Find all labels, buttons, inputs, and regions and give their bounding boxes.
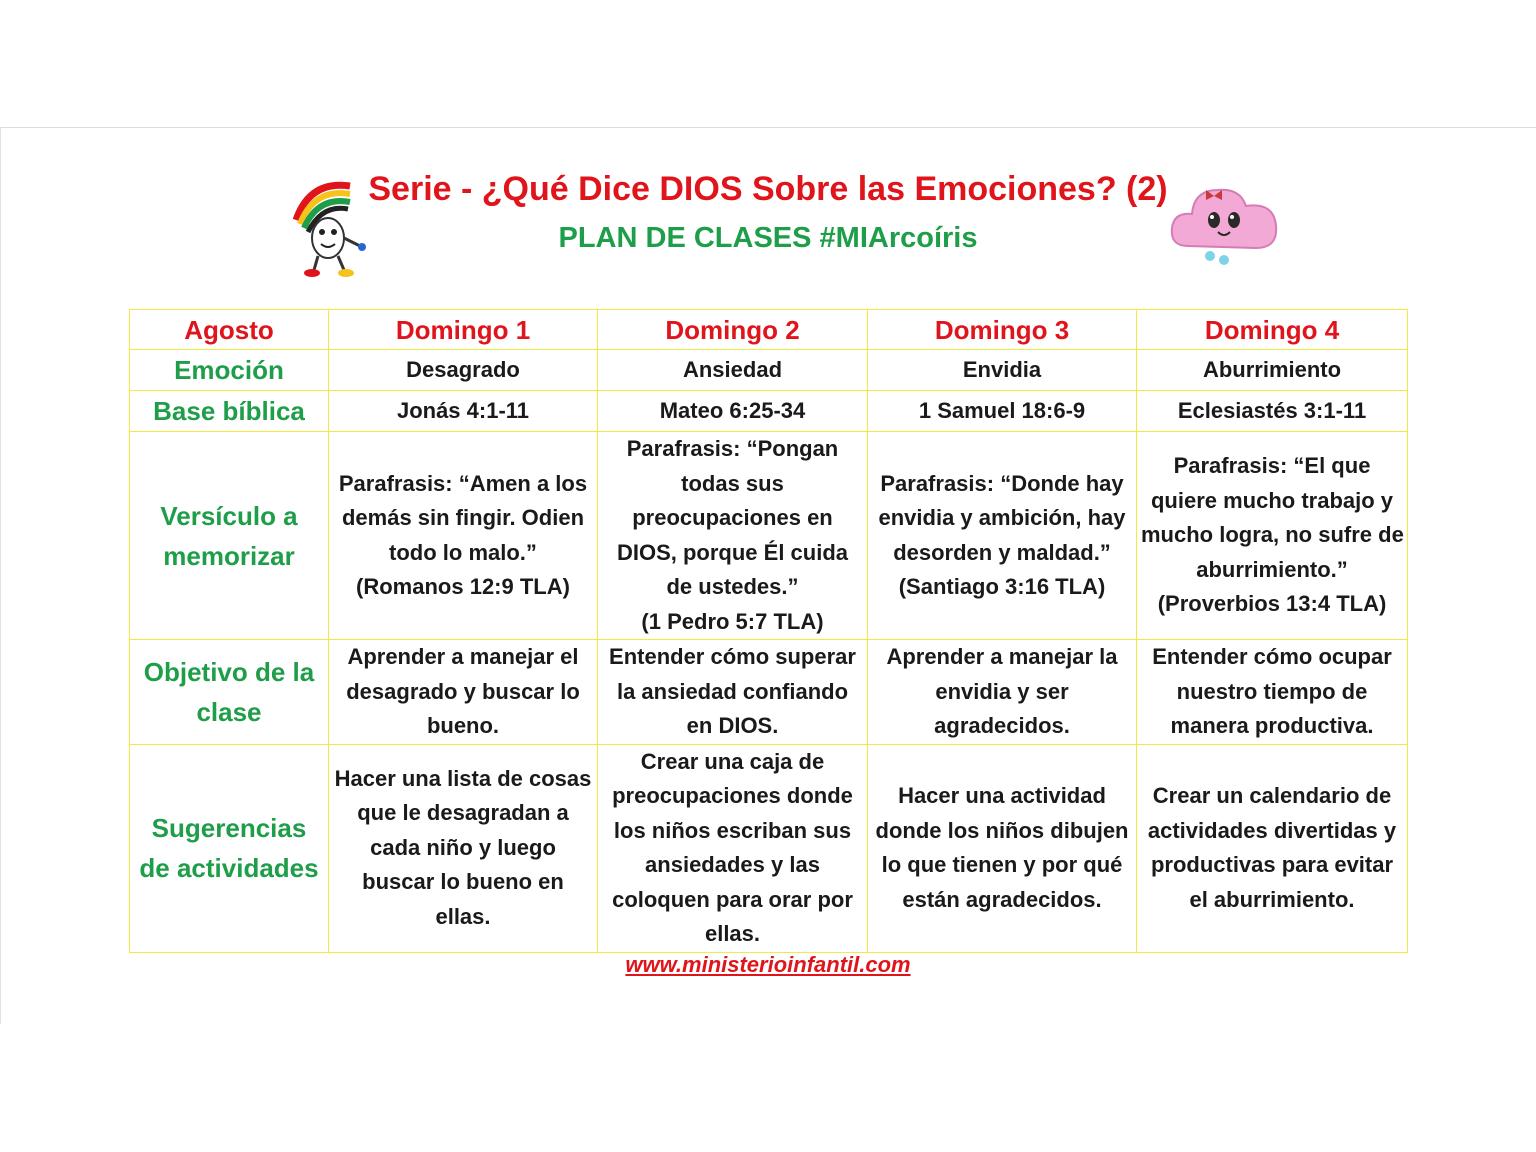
label-line: memorizar [163, 540, 295, 571]
cell-line: Hacer una lista de cosas [334, 765, 592, 791]
table-row-base-biblica [130, 391, 1408, 432]
cell-line: Parafrasis: “Pongan [626, 436, 839, 461]
cell-line: mucho logra, no sufre de [1141, 522, 1404, 548]
table-cell [868, 744, 1137, 952]
row-label-emocion: Emoción [130, 350, 329, 391]
table-cell: Jonás 4:1-11 [329, 391, 598, 432]
cell-line: Crear un calendario de [1152, 783, 1392, 808]
cell-line: la ansiedad confiando [616, 678, 849, 704]
cell-line: DIOS, porque Él cuida [616, 539, 849, 565]
cell-line: donde los niños dibujen [875, 817, 1129, 843]
cell-line: (Romanos 12:9 TLA) [356, 574, 570, 599]
table-cell [1137, 432, 1408, 640]
table-cell [868, 432, 1137, 640]
cell-line: todo lo malo.” [389, 539, 537, 565]
label-line: Objetivo de la [143, 656, 315, 687]
cell-line: ellas. [704, 921, 761, 946]
table-cell: Ansiedad [598, 350, 868, 391]
cell-line: desagrado y buscar lo [346, 678, 580, 704]
cell-line: Aprender a manejar la [886, 644, 1118, 669]
cell-line: (1 Pedro 5:7 TLA) [641, 608, 824, 634]
header-cell-domingo-1: Domingo 1 [329, 310, 598, 350]
cell-line: ellas. [435, 903, 491, 929]
table-row-sugerencias [130, 744, 1408, 952]
cell-line: Entender cómo ocupar [1152, 644, 1392, 669]
cell-line: Parafrasis: “Amen a los [338, 470, 588, 496]
table-cell [329, 640, 598, 745]
table-row-emocion [130, 350, 1408, 391]
cell-line: Crear una caja de [640, 748, 825, 774]
header-cell-domingo-2: Domingo 2 [598, 310, 868, 350]
page-title: Serie - ¿Qué Dice DIOS Sobre las Emociones? (2) [368, 170, 1168, 208]
table-cell: Desagrado [329, 350, 598, 391]
cell-line: Aprender a manejar el [347, 644, 579, 669]
cell-line: cada niño y luego [370, 834, 556, 860]
cell-line: envidia y ser [935, 678, 1069, 704]
label-line: clase [196, 696, 262, 727]
row-label-versiculo [130, 432, 329, 640]
row-label-sugerencias [130, 744, 329, 952]
page-subtitle: PLAN DE CLASES #MIArcoíris [558, 222, 978, 254]
cell-line: desorden y maldad.” [893, 539, 1111, 565]
table-cell: Envidia [868, 350, 1137, 391]
row-label-base-biblica: Base bíblica [130, 391, 329, 432]
cell-line: Parafrasis: “Donde hay [880, 470, 1124, 496]
cell-line: quiere mucho trabajo y [1150, 487, 1394, 513]
cell-line: el aburrimiento. [1189, 886, 1355, 912]
table-cell: Eclesiastés 3:1-11 [1137, 391, 1408, 432]
cell-line: nuestro tiempo de [1176, 678, 1368, 704]
cell-line: de ustedes.” [666, 574, 799, 599]
cell-line: envidia y ambición, hay [878, 505, 1126, 530]
cell-line: ansiedades y las [645, 852, 820, 877]
table-cell [598, 744, 868, 952]
cell-line: Hacer una actividad [898, 783, 1106, 808]
row-label-objetivo [130, 640, 329, 745]
cell-line: agradecidos. [934, 713, 1070, 738]
cell-line: bueno. [426, 713, 500, 738]
label-line: de actividades [139, 853, 319, 883]
cell-line: (Santiago 3:16 TLA) [898, 574, 1106, 599]
table-row-versiculo [130, 432, 1408, 640]
cell-line: coloquen para orar por [612, 886, 853, 912]
cell-line: manera productiva. [1170, 713, 1374, 738]
table-cell [598, 640, 868, 745]
cell-line: demás sin fingir. Odien [341, 505, 585, 530]
lesson-plan-table [129, 309, 1408, 953]
cell-line: Parafrasis: “El que [1173, 453, 1371, 479]
cell-line: preocupaciones en [632, 505, 833, 530]
cell-line: en DIOS. [686, 713, 779, 738]
table-cell: Aburrimiento [1137, 350, 1408, 391]
table-cell [868, 640, 1137, 745]
label-line: Sugerencias [151, 813, 307, 843]
cell-line: Entender cómo superar [609, 644, 856, 669]
cell-line: que le desagradan a [357, 800, 569, 826]
table-cell: Mateo 6:25-34 [598, 391, 868, 432]
table-cell [1137, 640, 1408, 745]
table-cell [598, 432, 868, 640]
cell-line: lo que tienen y por qué [881, 852, 1123, 877]
header-cell-month: Agosto [130, 310, 329, 350]
header-cell-domingo-3: Domingo 3 [868, 310, 1137, 350]
header-cell-domingo-4: Domingo 4 [1137, 310, 1408, 350]
cell-line: preocupaciones donde [612, 783, 853, 808]
cell-line: aburrimiento.” [1196, 556, 1348, 582]
table-header-row [130, 310, 1408, 350]
table-cell [329, 744, 598, 952]
cell-line: productivas para evitar [1150, 852, 1394, 877]
cell-line: actividades divertidas y [1147, 817, 1397, 843]
cell-line: los niños escriban sus [613, 817, 852, 843]
cell-line: buscar lo bueno en [362, 869, 564, 895]
table-row-objetivo [130, 640, 1408, 745]
table-cell: 1 Samuel 18:6-9 [868, 391, 1137, 432]
label-line: Versículo a [160, 500, 298, 531]
cell-line: todas sus [681, 470, 784, 496]
cell-line: están agradecidos. [902, 886, 1102, 912]
website-link[interactable]: www.ministerioinfantil.com [625, 952, 911, 977]
table-cell [1137, 744, 1408, 952]
cell-line: (Proverbios 13:4 TLA) [1157, 591, 1387, 617]
table-cell [329, 432, 598, 640]
